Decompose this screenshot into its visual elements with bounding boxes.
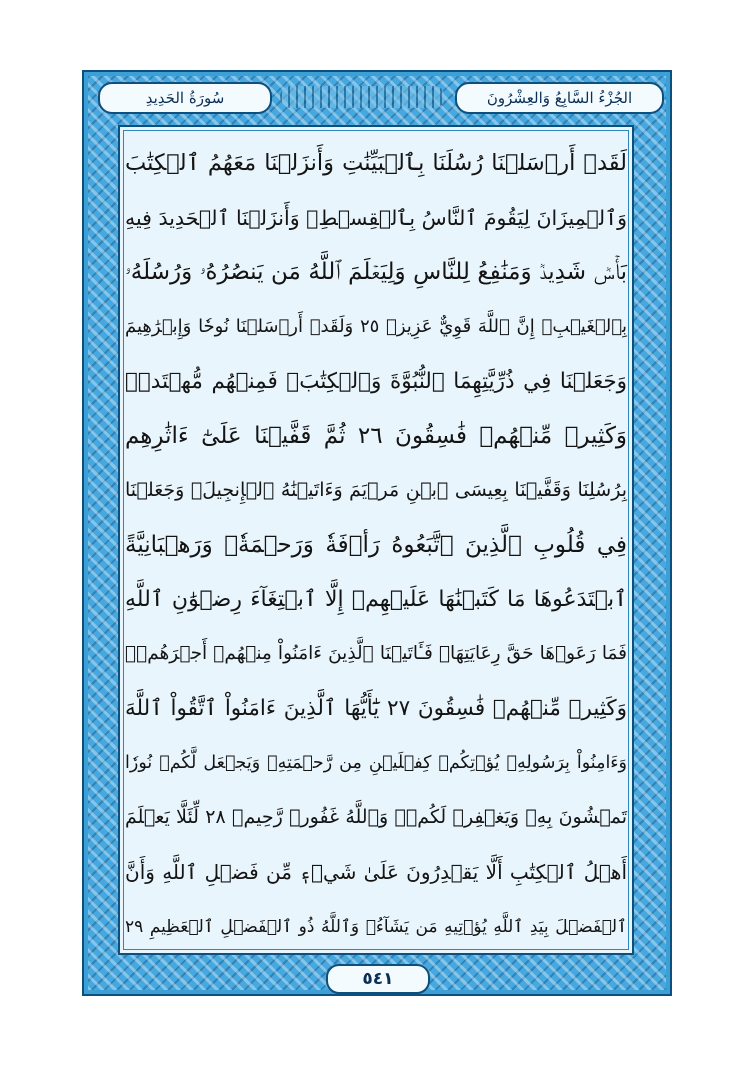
surah-title: سُورَةُ الحَدِيدِ [98, 82, 272, 114]
verse-line: وَجَعَلۡنَا فِي ذُرِّيَّتِهِمَا ٱلنُّبُوَّةَ وَٱلۡكِتَٰبَۖ فَمِنۡهُم مُّهۡتَدٖۖ [125, 368, 627, 394]
verse-line: وَٱلۡمِيزَانَ لِيَقُومَ ٱلنَّاسُ بِٱلۡقِسۡطِۖ وَأَنزَلۡنَا ٱلۡحَدِيدَ فِيهِ [124, 205, 627, 230]
verse-line: وَءَامِنُواْ بِرَسُولِهِۦ يُؤۡتِكُمۡ كِفۡلَيۡنِ مِن رَّحۡمَتِهِۦ وَيَجۡعَل لَّكُمۡ نُورٗا [125, 752, 627, 773]
verse-line: تَمۡشُونَ بِهِۦ وَيَغۡفِرۡ لَكُمۡۚ وَٱللَّهُ غَفُورٞ رَّحِيمٞ ٢٨ لِّئَلَّا يَعۡلَمَ [125, 806, 627, 829]
verse-line: وَكَثِيرٞ مِّنۡهُمۡ فَٰسِقُونَ ٢٧ يَٰٓأَيُّهَا ٱلَّذِينَ ءَامَنُواْ ٱتَّقُواْ ٱللَّهَ [125, 695, 627, 721]
verse-line: بِٱلۡغَيۡبِۚ إِنَّ ٱللَّهَ قَوِيٌّ عَزِيزٞ ٢٥ وَلَقَدۡ أَرۡسَلۡنَا نُوحٗا وَإِبۡرَٰهِيمَ [125, 316, 628, 338]
verse-line: فَمَا رَعَوۡهَا حَقَّ رِعَايَتِهَاۖ فَـَٔاتَيۡنَا ٱلَّذِينَ ءَامَنُواْ مِنۡهُمۡ أَجۡرَهُمۡۖ [125, 643, 627, 665]
verse-line: ٱبۡتَدَعُوهَا مَا كَتَبۡنَٰهَا عَلَيۡهِمۡ إِلَّا ٱبۡتِغَآءَ رِضۡوَٰنِ ٱللَّهِ [125, 586, 627, 612]
verse-line: أَهۡلُ ٱلۡكِتَٰبِ أَلَّا يَقۡدِرُونَ عَلَىٰ شَيۡءٖ مِّن فَضۡلِ ٱللَّهِ وَأَنَّ [125, 859, 627, 884]
verse-line: فِي قُلُوبِ ٱلَّذِينَ ٱتَّبَعُوهُ رَأۡفَةٗ وَرَحۡمَةٗۚ وَرَهۡبَانِيَّةً [125, 531, 627, 558]
verses-block [125, 136, 627, 954]
juz-title: الجُزْءُ السَّابِعُ وَالعِشْرُونَ [455, 82, 664, 114]
header-ornament [280, 86, 445, 108]
page-number: ٥٤١ [326, 964, 430, 994]
verse-line: ٱلۡفَضۡلَ بِيَدِ ٱللَّهِ يُؤۡتِيهِ مَن يَشَآءُۚ وَٱللَّهُ ذُو ٱلۡفَضۡلِ ٱلۡعَظِيمِ ٢٩ [125, 916, 627, 937]
verse-line: بَأۡسٞ شَدِيدٞ وَمَنَٰفِعُ لِلنَّاسِ وَلِيَعۡلَمَ ٱللَّهُ مَن يَنصُرُهُۥ وَرُسُلَهُۥ [125, 259, 627, 286]
verse-line: بِرُسُلِنَا وَقَفَّيۡنَا بِعِيسَى ٱبۡنِ مَرۡيَمَ وَءَاتَيۡنَٰهُ ٱلۡإِنجِيلَۖ وَجَعَلۡنَا [125, 479, 627, 502]
verse-line: لَقَدۡ أَرۡسَلۡنَا رُسُلَنَا بِٱلۡبَيِّنَٰتِ وَأَنزَلۡنَا مَعَهُمُ ٱلۡكِتَٰبَ [125, 150, 627, 177]
verse-line: وَكَثِيرٞ مِّنۡهُمۡ فَٰسِقُونَ ٢٦ ثُمَّ قَفَّيۡنَا عَلَىٰٓ ءَاثَٰرِهِم [125, 422, 627, 449]
